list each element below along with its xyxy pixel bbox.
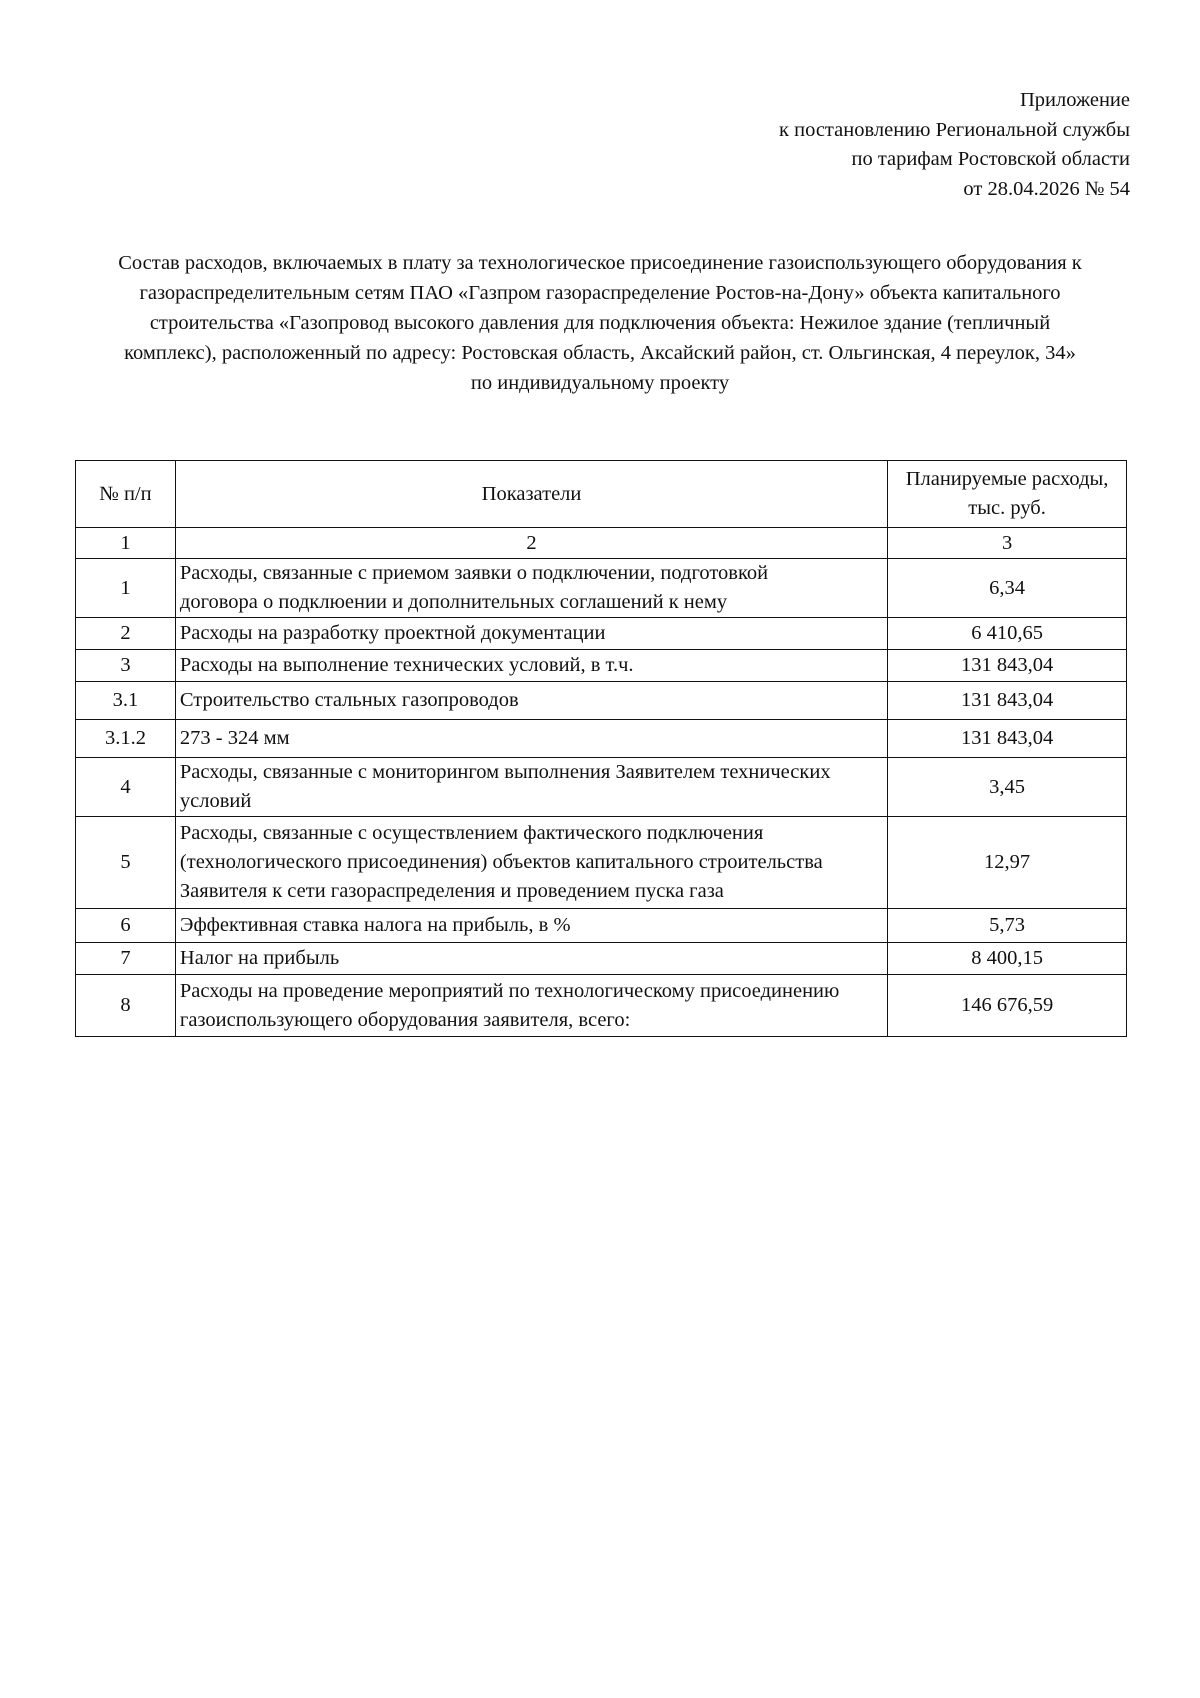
row-indicator-line: Строительство стальных газопроводов [179, 689, 519, 711]
row-indicator [175, 909, 887, 943]
row-value: 146 676,59 [888, 975, 1127, 1037]
costs-table [75, 460, 1127, 1037]
row-number: 4 [76, 758, 176, 817]
row-number: 8 [76, 975, 176, 1037]
row-indicator-line: Налог на прибыль [179, 947, 340, 969]
row-number: 2 [76, 618, 176, 650]
row-indicator [175, 682, 887, 720]
column-index-row [76, 528, 1127, 559]
appendix-resolution-line: к постановлению Региональной службы [779, 118, 1130, 141]
row-indicator-line: Расходы, связанные с осуществлением фактического подключения [179, 822, 764, 844]
row-value: 5,73 [888, 909, 1127, 943]
appendix-heading: Приложение [1019, 89, 1130, 111]
row-indicator-line: Эффективная ставка налога на прибыль, в % [179, 914, 571, 936]
row-value: 12,97 [888, 817, 1127, 909]
column-index: 2 [175, 528, 887, 559]
row-number: 6 [76, 909, 176, 943]
row-indicator-line: Расходы на разработку проектной документации [179, 622, 606, 644]
row-indicator-line: Заявителя к сети газораспределения и проведением пуска газа [179, 880, 724, 902]
header-planned-costs [888, 461, 1127, 528]
row-indicator-line: Расходы на выполнение технических условий, в т.ч. [179, 654, 634, 676]
row-indicator-line: газоиспользующего оборудования заявителя, всего: [179, 1008, 631, 1031]
column-index: 3 [888, 528, 1127, 559]
row-indicator-line: Расходы, связанные с приемом заявки о подключении, подготовкой [179, 562, 769, 584]
header-indicators: Показатели [175, 461, 887, 528]
row-number: 5 [76, 817, 176, 909]
row-indicator [175, 720, 887, 758]
row-number: 1 [76, 559, 176, 618]
table-row [76, 618, 1127, 650]
row-indicator-line: Расходы на проведение мероприятий по технологическому присоединению [179, 979, 840, 1002]
row-value: 6,34 [888, 559, 1127, 618]
row-indicator [175, 758, 887, 817]
header-planned-costs-line: Планируемые расходы, [905, 468, 1109, 490]
row-indicator [175, 817, 887, 909]
title-line: газораспределительным сетям ПАО «Газпром газораспределение Ростов-на-Дону» объекта капитального [139, 282, 1061, 304]
header-planned-costs-unit: тыс. руб. [968, 497, 1046, 519]
table-row [76, 909, 1127, 943]
appendix-service-line: по тарифам Ростовской области [851, 148, 1130, 170]
title-line: по индивидуальному проекту [470, 372, 730, 394]
row-value: 131 843,04 [888, 650, 1127, 682]
document-title [70, 248, 1130, 398]
row-value: 8 400,15 [888, 943, 1127, 975]
title-line: строительства «Газопровод высокого давления для подключения объекта: Нежилое здание (тепличный [149, 312, 1051, 334]
row-value: 3,45 [888, 758, 1127, 817]
column-index: 1 [76, 528, 176, 559]
row-indicator-line: Расходы, связанные с мониторингом выполнения Заявителем технических [179, 761, 831, 783]
row-indicator-line: договора о подклюении и дополнительных соглашений к нему [179, 591, 728, 613]
row-indicator [175, 650, 887, 682]
row-value: 131 843,04 [888, 682, 1127, 720]
table-row [76, 943, 1127, 975]
row-indicator [175, 618, 887, 650]
row-number: 3.1 [76, 682, 176, 720]
row-indicator [175, 943, 887, 975]
appendix-block [779, 86, 1130, 204]
title-line: комплекс), расположенный по адресу: Ростовская область, Аксайский район, ст. Ольгинская, 4 переулок, 34» [124, 342, 1076, 364]
title-line: Состав расходов, включаемых в плату за технологическое присоединение газоиспользующего оборудования к [118, 252, 1082, 274]
row-indicator-line: (технологического присоединения) объектов капитального строительства [179, 851, 823, 873]
row-indicator-line: 273 - 324 мм [179, 727, 290, 749]
row-number: 3.1.2 [76, 720, 176, 758]
row-number: 3 [76, 650, 176, 682]
table-row [76, 758, 1127, 817]
row-value: 131 843,04 [888, 720, 1127, 758]
row-number: 7 [76, 943, 176, 975]
table-row [76, 650, 1127, 682]
table-row [76, 720, 1127, 758]
table-row [76, 682, 1127, 720]
table-header-row [76, 461, 1127, 528]
row-indicator [175, 559, 887, 618]
row-value: 6 410,65 [888, 618, 1127, 650]
table-row [76, 817, 1127, 909]
row-indicator [175, 975, 887, 1037]
row-indicator-line: условий [179, 790, 252, 812]
header-number: № п/п [76, 461, 176, 528]
table-row [76, 559, 1127, 618]
table-row [76, 975, 1127, 1037]
appendix-date-number: от 28.04.2026 № 54 [963, 177, 1130, 200]
